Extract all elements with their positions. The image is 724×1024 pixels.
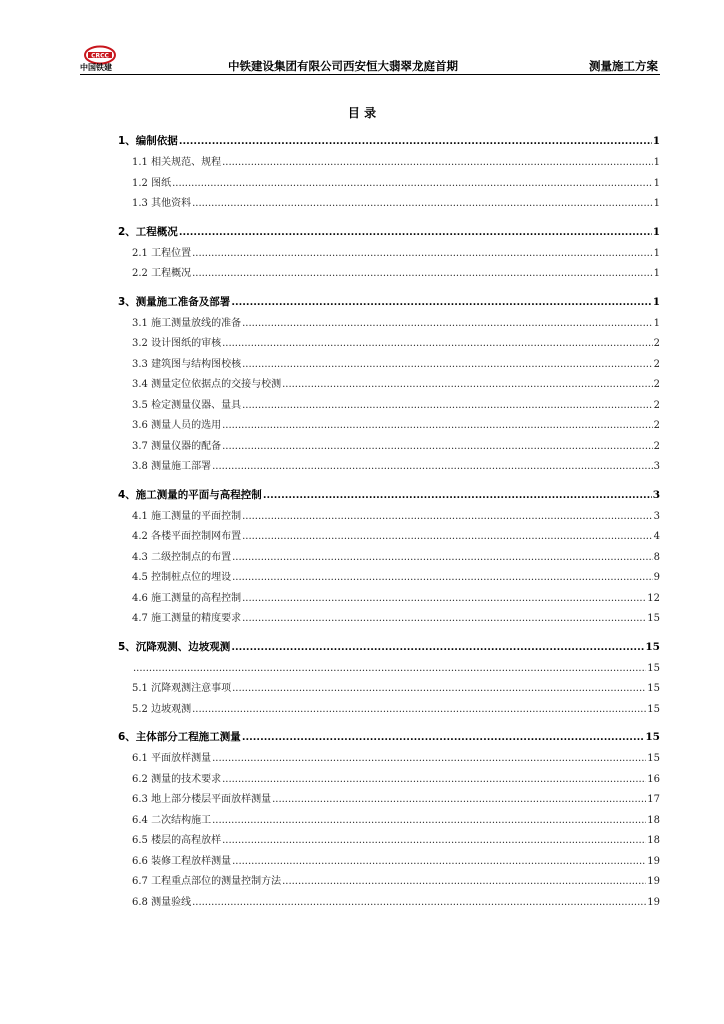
toc-leader-dots bbox=[179, 221, 652, 244]
toc-section-entry[interactable] bbox=[118, 355, 660, 376]
toc-leader-dots bbox=[231, 291, 651, 314]
toc-chapter-entry[interactable] bbox=[118, 726, 660, 749]
toc-entry-page: 15 bbox=[647, 662, 660, 674]
svg-text:CRCC: CRCC bbox=[91, 52, 109, 60]
toc-section-entry[interactable] bbox=[118, 831, 660, 852]
toc-entry-page: 19 bbox=[647, 896, 660, 908]
toc-entry-label: 2.1 工程位置 bbox=[132, 247, 192, 259]
toc-entry-label: 3.3 建筑图与结构图校核 bbox=[132, 358, 242, 370]
toc-entry-label: 5、沉降观测、边坡观测 bbox=[118, 640, 231, 653]
toc-leader-dots bbox=[222, 770, 646, 791]
toc-chapter-entry[interactable] bbox=[118, 130, 660, 153]
toc-section-entry[interactable] bbox=[118, 790, 660, 811]
toc-entry-page: 2 bbox=[653, 338, 660, 349]
toc-leader-dots bbox=[232, 568, 653, 589]
toc-entry-label: 3.2 设计图纸的审核 bbox=[132, 338, 222, 349]
toc-leader-dots bbox=[192, 194, 653, 215]
toc-entry-label: 6.1 平面放样测量 bbox=[132, 753, 212, 764]
toc-leader-dots bbox=[133, 659, 646, 680]
toc-entry-label: 3.6 测量人员的选用 bbox=[132, 420, 222, 431]
toc-entry-label: 6、主体部分工程施工测量 bbox=[118, 731, 241, 743]
toc-leader-dots bbox=[179, 130, 652, 153]
toc-chapter-entry[interactable] bbox=[118, 636, 660, 659]
toc-leader-dots bbox=[172, 174, 653, 195]
toc-entry-label: 6.5 楼层的高程放样 bbox=[132, 835, 222, 846]
toc-section-entry[interactable] bbox=[118, 507, 660, 528]
toc-entry-label: 6.3 地上部分楼层平面放样测量 bbox=[132, 794, 272, 805]
toc-entry-page: 19 bbox=[647, 855, 660, 867]
toc-leader-dots bbox=[242, 726, 645, 749]
toc-entry-page: 1 bbox=[653, 247, 660, 259]
toc-chapter-entry[interactable] bbox=[118, 291, 660, 314]
toc-section-entry[interactable] bbox=[118, 589, 660, 610]
toc-entry-page: 2 bbox=[653, 379, 660, 390]
company-name: 中铁建设集团有限公司西安恒大翡翠龙庭首期 bbox=[228, 59, 458, 73]
toc-entry-label: 6.6 装修工程放样测量 bbox=[132, 855, 232, 867]
toc-section-entry[interactable] bbox=[118, 679, 660, 700]
toc-entry-label: 4.5 控制桩点位的埋设 bbox=[132, 572, 232, 583]
toc-entry-label: 2.2 工程概况 bbox=[132, 268, 192, 279]
toc-section-entry[interactable] bbox=[118, 416, 660, 437]
toc-entry-label: 3、测量施工准备及部署 bbox=[118, 295, 231, 308]
toc-section-entry[interactable] bbox=[118, 375, 660, 396]
toc-section-entry[interactable] bbox=[118, 527, 660, 548]
toc-entry-page: 1 bbox=[653, 157, 660, 168]
toc-leader-dots bbox=[231, 636, 644, 659]
toc-section-entry[interactable] bbox=[118, 264, 660, 285]
toc-leader-dots bbox=[232, 548, 653, 569]
toc-entry-page: 2 bbox=[653, 440, 660, 452]
toc-chapter-entry[interactable] bbox=[118, 221, 660, 244]
toc-entry-page: 15 bbox=[647, 683, 660, 694]
header-rule bbox=[80, 74, 660, 75]
toc-section-entry[interactable] bbox=[118, 244, 660, 265]
toc-leader-dots bbox=[192, 893, 646, 914]
toc-section-entry[interactable] bbox=[118, 852, 660, 873]
toc-leader-dots bbox=[192, 244, 653, 265]
toc-entry-page: 15 bbox=[647, 613, 660, 624]
toc-leader-dots bbox=[212, 811, 646, 832]
toc-section-entry[interactable] bbox=[118, 194, 660, 215]
toc-entry-page: 15 bbox=[647, 703, 660, 715]
toc-section-entry[interactable] bbox=[118, 893, 660, 914]
toc-entry-page: 1 bbox=[652, 225, 660, 238]
toc-entry-label: 4.1 施工测量的平面控制 bbox=[132, 510, 242, 522]
toc-entry-page: 1 bbox=[653, 317, 660, 329]
toc-section-entry[interactable] bbox=[118, 770, 660, 791]
toc-entry-page: 18 bbox=[647, 835, 660, 846]
toc-entry-label: 1.1 相关规范、规程 bbox=[132, 157, 222, 168]
toc-entry-page: 2 bbox=[653, 420, 660, 431]
toc-leader-dots bbox=[282, 872, 646, 893]
toc-leader-dots bbox=[222, 831, 646, 852]
toc-section-entry[interactable] bbox=[118, 457, 660, 478]
toc-leader-dots bbox=[232, 852, 646, 873]
toc-entry-label: 1.3 其他资料 bbox=[132, 198, 192, 209]
toc-leader-dots bbox=[222, 153, 653, 174]
toc-entry-page: 2 bbox=[653, 358, 660, 370]
toc-entry-page: 12 bbox=[647, 592, 660, 604]
logo-caption: 中国铁建 bbox=[80, 63, 112, 72]
toc-entry-page: 1 bbox=[653, 268, 660, 279]
toc-leader-dots bbox=[242, 609, 646, 630]
toc-entry-label: 1.2 图纸 bbox=[132, 177, 172, 189]
toc-entry-label: 6.4 二次结构施工 bbox=[132, 814, 212, 826]
toc-entry-label: 2、工程概况 bbox=[118, 225, 178, 238]
toc-entry-label: 3.8 测量施工部署 bbox=[132, 461, 212, 472]
toc-entry-label: 5.2 边坡观测 bbox=[132, 703, 192, 715]
toc-leader-dots bbox=[222, 437, 653, 458]
toc-leader-dots bbox=[212, 457, 653, 478]
toc-entry-label: 6.8 测量验线 bbox=[132, 896, 192, 908]
toc-entry-label: 6.2 测量的技术要求 bbox=[132, 773, 222, 785]
toc-leader-dots bbox=[242, 355, 653, 376]
toc-entry-label: 4、施工测量的平面与高程控制 bbox=[118, 488, 262, 501]
toc-entry-page: 1 bbox=[653, 198, 660, 209]
toc-leader-dots bbox=[222, 416, 653, 437]
toc-entry-page: 3 bbox=[652, 488, 660, 501]
toc-entry-page: 3 bbox=[653, 510, 660, 522]
toc-section-entry[interactable] bbox=[118, 609, 660, 630]
toc-section-entry[interactable] bbox=[118, 811, 660, 832]
table-of-contents bbox=[118, 130, 660, 913]
toc-leader-dots bbox=[242, 314, 653, 335]
toc-entry-label: 3.7 测量仪器的配备 bbox=[132, 440, 222, 452]
toc-entry-label: 3.4 测量定位依据点的交接与校测 bbox=[132, 379, 282, 390]
toc-leader-dots bbox=[242, 589, 646, 610]
toc-entry-label: 6.7 工程重点部位的测量控制方法 bbox=[132, 876, 282, 887]
toc-heading: 目 录 bbox=[347, 106, 377, 120]
document-title: 测量施工方案 bbox=[589, 59, 658, 73]
toc-entry-page: 2 bbox=[653, 399, 660, 411]
toc-leader-dots bbox=[212, 749, 646, 770]
toc-section-entry[interactable] bbox=[118, 568, 660, 589]
toc-entry-page: 17 bbox=[647, 794, 660, 805]
toc-entry-page: 1 bbox=[653, 177, 660, 189]
toc-entry-page: 3 bbox=[653, 461, 660, 472]
toc-entry-page: 8 bbox=[653, 551, 660, 563]
toc-leader-dots bbox=[242, 396, 653, 417]
toc-leader-dots bbox=[222, 334, 653, 355]
toc-section-entry[interactable] bbox=[118, 700, 660, 721]
toc-entry-page: 16 bbox=[647, 773, 660, 785]
page-header bbox=[80, 40, 660, 74]
toc-entry-label: 1、编制依据 bbox=[118, 135, 178, 147]
toc-section-entry[interactable] bbox=[118, 153, 660, 174]
toc-entry-page: 15 bbox=[647, 753, 660, 764]
toc-entry-page: 19 bbox=[647, 876, 660, 887]
toc-leader-dots bbox=[242, 507, 653, 528]
toc-section-entry[interactable] bbox=[118, 872, 660, 893]
toc-section-entry[interactable] bbox=[118, 314, 660, 335]
toc-chapter-entry[interactable] bbox=[118, 484, 660, 507]
toc-section-entry[interactable] bbox=[118, 659, 660, 680]
toc-entry-page: 1 bbox=[652, 135, 660, 147]
toc-entry-label: 4.2 各楼平面控制网布置 bbox=[132, 531, 242, 542]
toc-section-entry[interactable] bbox=[118, 396, 660, 417]
toc-entry-page: 18 bbox=[647, 814, 660, 826]
toc-section-entry[interactable] bbox=[118, 548, 660, 569]
toc-section-entry[interactable] bbox=[118, 174, 660, 195]
toc-leader-dots bbox=[192, 700, 646, 721]
toc-leader-dots bbox=[232, 679, 646, 700]
toc-entry-label: 4.3 二级控制点的布置 bbox=[132, 551, 232, 563]
toc-entry-label: 5.1 沉降观测注意事项 bbox=[132, 683, 232, 694]
toc-section-entry[interactable] bbox=[118, 334, 660, 355]
toc-leader-dots bbox=[242, 527, 653, 548]
toc-leader-dots bbox=[282, 375, 653, 396]
toc-entry-label: 4.6 施工测量的高程控制 bbox=[132, 592, 242, 604]
toc-entry-label: 3.1 施工测量放线的准备 bbox=[132, 317, 242, 329]
toc-entry-page: 1 bbox=[652, 295, 660, 308]
toc-entry-page: 15 bbox=[645, 640, 660, 653]
toc-entry-label: 3.5 检定测量仪器、量具 bbox=[132, 399, 242, 411]
toc-entry-page: 4 bbox=[653, 531, 660, 542]
toc-leader-dots bbox=[192, 264, 653, 285]
toc-entry-page: 15 bbox=[645, 731, 660, 743]
toc-entry-label: 4.7 施工测量的精度要求 bbox=[132, 613, 242, 624]
toc-section-entry[interactable] bbox=[118, 749, 660, 770]
toc-entry-page: 9 bbox=[653, 572, 660, 583]
toc-leader-dots bbox=[263, 484, 652, 507]
toc-leader-dots bbox=[272, 790, 646, 811]
toc-section-entry[interactable] bbox=[118, 437, 660, 458]
